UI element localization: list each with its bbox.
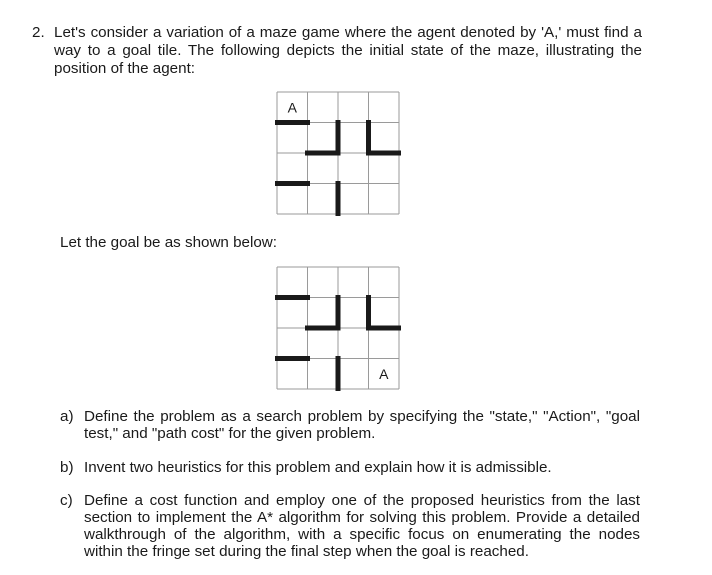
agent-label: A	[379, 365, 389, 382]
subquestion-text: Define a cost function and employ one of the proposed heuristics from the last section to implement the A* algorithm for solving this problem. Provide a detailed walkthrough of the algorithm, with a specific focus on enumerating the nodes within the fringe set during the final step when the goal is reached.	[84, 492, 640, 560]
subquestion-b	[60, 459, 640, 476]
question-2	[32, 24, 642, 78]
goal-maze	[275, 265, 401, 391]
goal-intro: Let the goal be as shown below:	[60, 234, 277, 251]
subquestion-letter: a)	[60, 408, 74, 425]
subquestion-text: Define the problem as a search problem by specifying the "state," "Action", "goal test," and "path cost" for the given problem.	[84, 408, 640, 442]
agent-label: A	[287, 99, 297, 116]
initial-maze	[275, 90, 401, 216]
initial-maze-grid	[275, 90, 401, 216]
subquestion-c	[60, 492, 640, 560]
subquestion-letter: c)	[60, 492, 73, 509]
question-number: 2.	[32, 24, 45, 41]
subquestion-letter: b)	[60, 459, 74, 476]
subquestion-a	[60, 408, 640, 442]
goal-maze-grid	[275, 265, 401, 391]
question-intro: Let's consider a variation of a maze game where the agent denoted by 'A,' must find a way to a goal tile. The following depicts the initial state of the maze, illustrating the position of the agent:	[54, 24, 642, 77]
subquestion-text: Invent two heuristics for this problem and explain how it is admissible.	[84, 459, 552, 476]
